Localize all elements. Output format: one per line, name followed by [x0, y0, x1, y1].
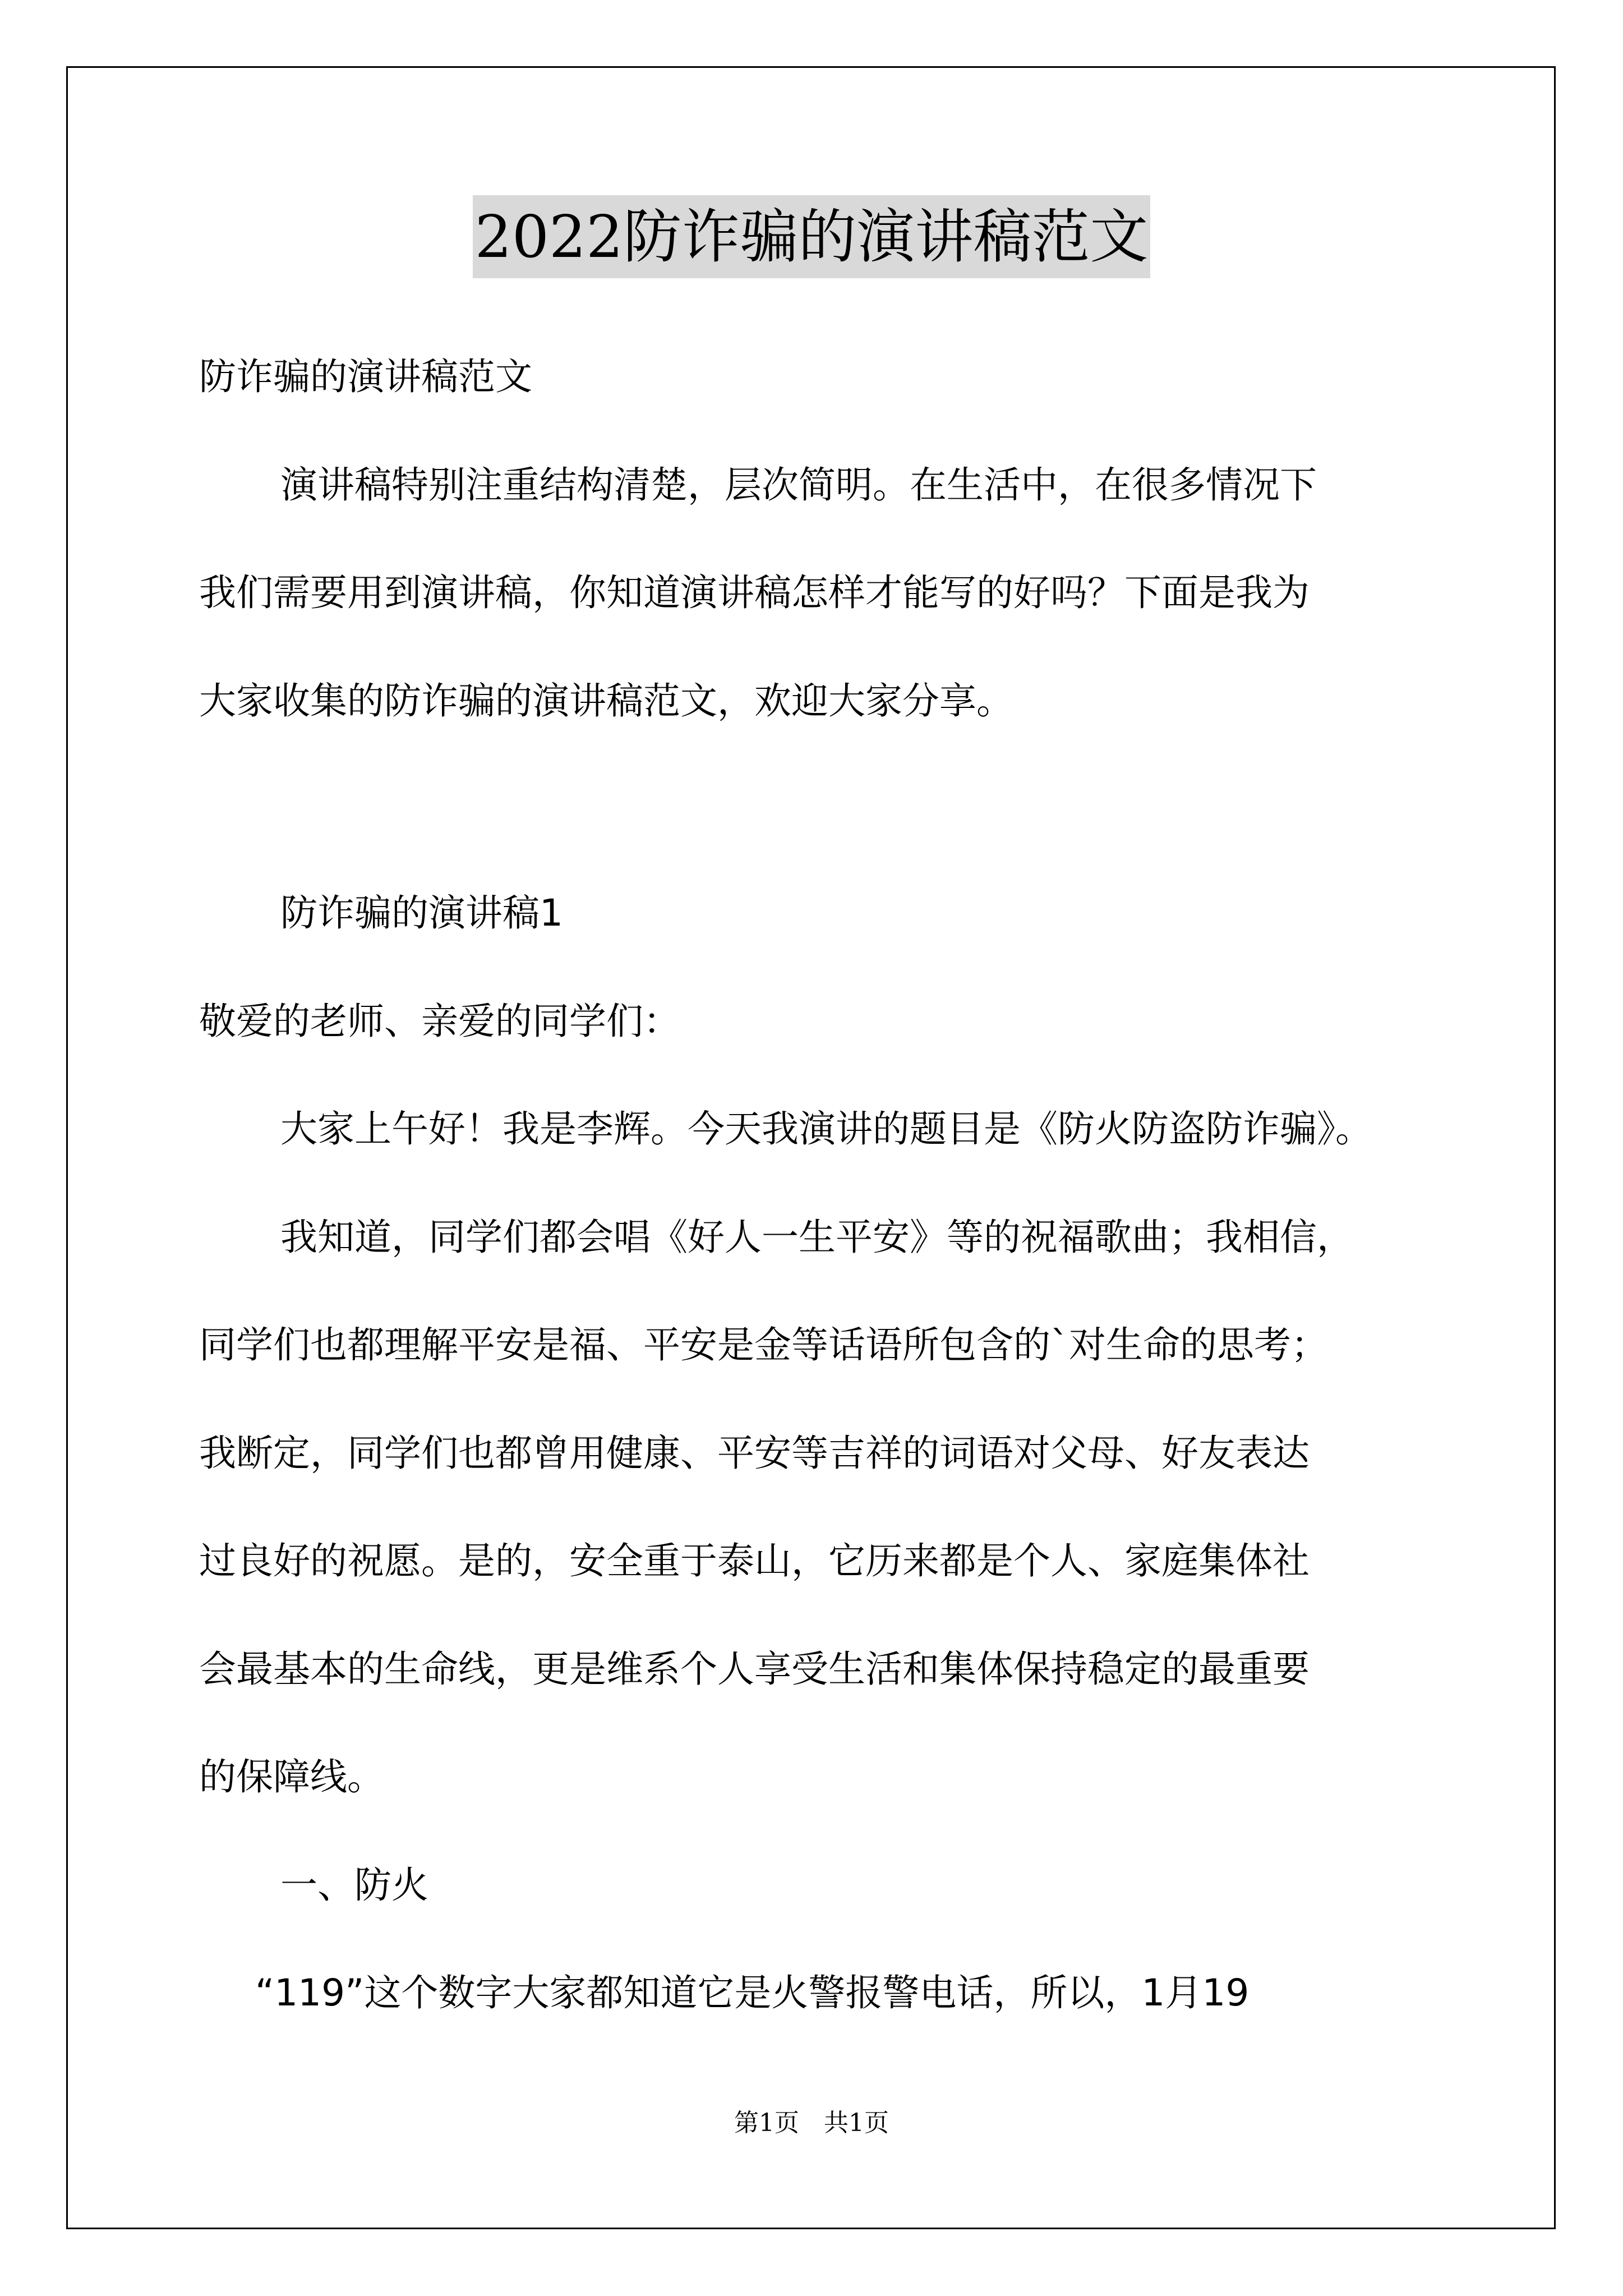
paragraph-line: 我断定，同学们也都曾用健康、平安等吉祥的词语对父母、好友表达	[199, 1432, 1310, 1475]
page-footer: 第1页 共1页	[734, 2109, 889, 2137]
paragraph-line: 同学们也都理解平安是福、平安是金等话语所包含的`对生命的思考；	[199, 1323, 1328, 1366]
paragraph-line: “119”这个数字大家都知道它是火警报警电话，所以，1月19	[255, 1971, 1249, 2014]
paragraph-line: 过良好的祝愿。是的，安全重于泰山，它历来都是个人、家庭集体社	[199, 1539, 1310, 1582]
paragraph-line: 我知道，同学们都会唱《好人一生平安》等的祝福歌曲；我相信，	[280, 1216, 1354, 1259]
paragraph-line: 的保障线。	[199, 1755, 384, 1798]
paragraph-line: 演讲稿特别注重结构清楚，层次简明。在生活中，在很多情况下	[280, 463, 1317, 507]
title-container	[0, 195, 1623, 278]
subheading-line: 一、防火	[280, 1864, 428, 1907]
document-title: 2022防诈骗的演讲稿范文	[473, 195, 1151, 278]
paragraph-line: 会最基本的生命线，更是维系个人享受生活和集体保持稳定的最重要	[199, 1648, 1310, 1691]
salutation-line: 敬爱的老师、亲爱的同学们：	[199, 1000, 680, 1043]
paragraph-line: 大家收集的防诈骗的演讲稿范文，欢迎大家分享。	[199, 679, 1013, 723]
paragraph-line: 大家上午好！我是李辉。今天我演讲的题目是《防火防盗防诈骗》。	[280, 1107, 1372, 1151]
section-heading: 防诈骗的演讲稿1	[280, 891, 563, 935]
paragraph-line: 我们需要用到演讲稿，你知道演讲稿怎样才能写的好吗？下面是我为	[199, 571, 1310, 614]
subtitle-line: 防诈骗的演讲稿范文	[199, 355, 532, 398]
